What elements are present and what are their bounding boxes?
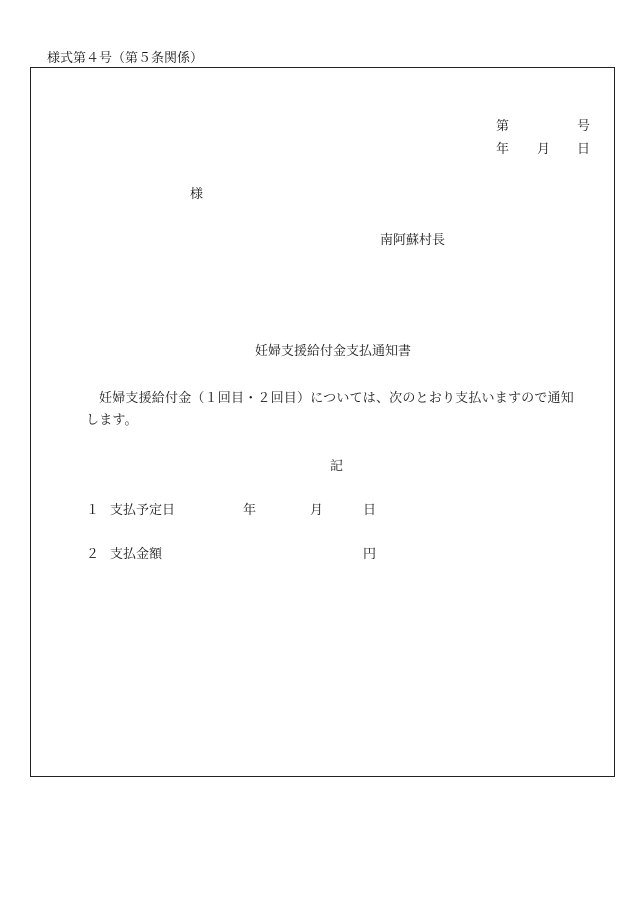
item-number: １ <box>86 503 100 518</box>
item-number: ２ <box>86 547 100 562</box>
form-label: 様式第４号（第５条関係） <box>47 51 204 66</box>
date-nen: 年 <box>496 142 510 157</box>
ki-marker: 記 <box>330 459 344 474</box>
reference-go: 号 <box>577 119 591 134</box>
document-title: 妊婦支援給付金支払通知書 <box>255 344 412 359</box>
item-tsuki: 月 <box>310 503 324 518</box>
date-hi: 日 <box>577 142 591 157</box>
addressee-suffix: 様 <box>190 187 204 202</box>
item-unit: 円 <box>363 547 377 562</box>
item-label: 支払金額 <box>110 547 163 562</box>
item-hi: 日 <box>363 503 377 518</box>
body-text: 妊婦支援給付金（１回目・２回目）については、次のとおり支払いますので通知します。 <box>86 391 574 428</box>
issuer: 南阿蘇村長 <box>380 233 446 248</box>
reference-dai: 第 <box>496 119 510 134</box>
item-nen: 年 <box>243 503 257 518</box>
date-tsuki: 月 <box>537 142 551 157</box>
item-label: 支払予定日 <box>110 503 176 518</box>
